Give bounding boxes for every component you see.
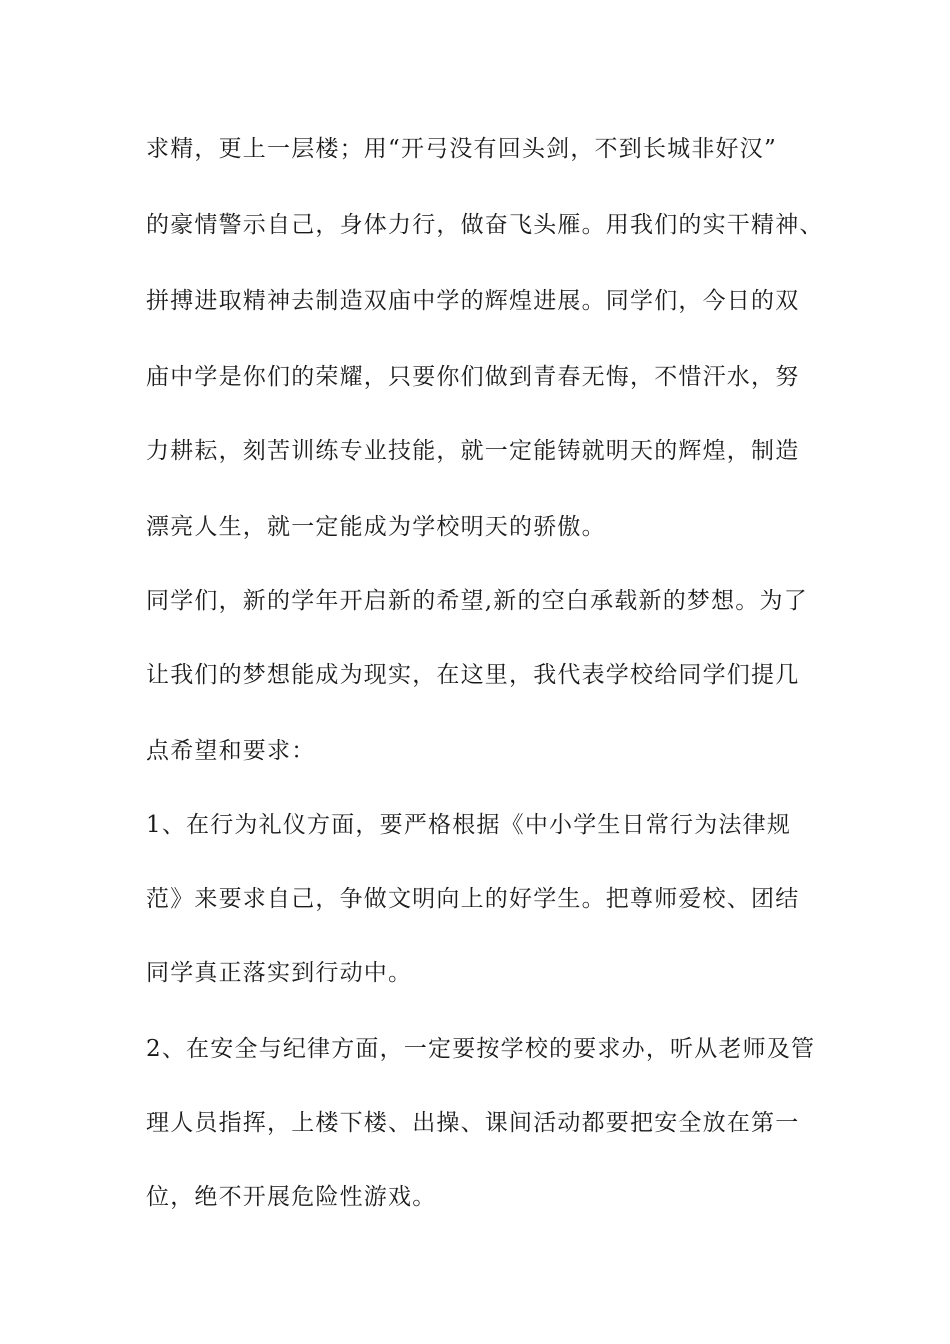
- text-line: 力耕耘，刻苦训练专业技能，就一定能铸就明天的辉煌，制造: [146, 438, 800, 464]
- text-line: 让我们的梦想能成为现实，在这里，我代表学校给同学们提几: [146, 662, 800, 688]
- text-line: 范》来要求自己，争做文明向上的好学生。把尊师爱校、团结: [146, 886, 800, 912]
- text-line: 漂亮人生，就一定能成为学校明天的骄傲。: [146, 514, 606, 540]
- text-line: 理人员指挥，上楼下楼、出操、课间活动都要把安全放在第一: [146, 1110, 800, 1136]
- text-line: 1、在行为礼仪方面，要严格根据《中小学生日常行为法律规: [146, 812, 792, 838]
- text-line: 的豪情警示自己，身体力行，做奋飞头雁。用我们的实干精神、: [146, 212, 824, 238]
- text-line: 求精，更上一层楼；用“开弓没有回头剑，不到长城非好汉”: [146, 136, 777, 162]
- text-line: 位，绝不开展危险性游戏。: [146, 1184, 437, 1210]
- text-line: 庙中学是你们的荣耀，只要你们做到青春无悔，不惜汗水，努: [146, 364, 800, 390]
- text-line: 同学真正落实到行动中。: [146, 960, 413, 986]
- text-line: 2、在安全与纪律方面，一定要按学校的要求办，听从老师及管: [146, 1036, 816, 1062]
- text-line: 同学们，新的学年开启新的希望,新的空白承载新的梦想。为了: [146, 588, 808, 614]
- text-line: 拼搏进取精神去制造双庙中学的辉煌进展。同学们，今日的双: [146, 288, 800, 314]
- text-line: 点希望和要求：: [146, 738, 316, 764]
